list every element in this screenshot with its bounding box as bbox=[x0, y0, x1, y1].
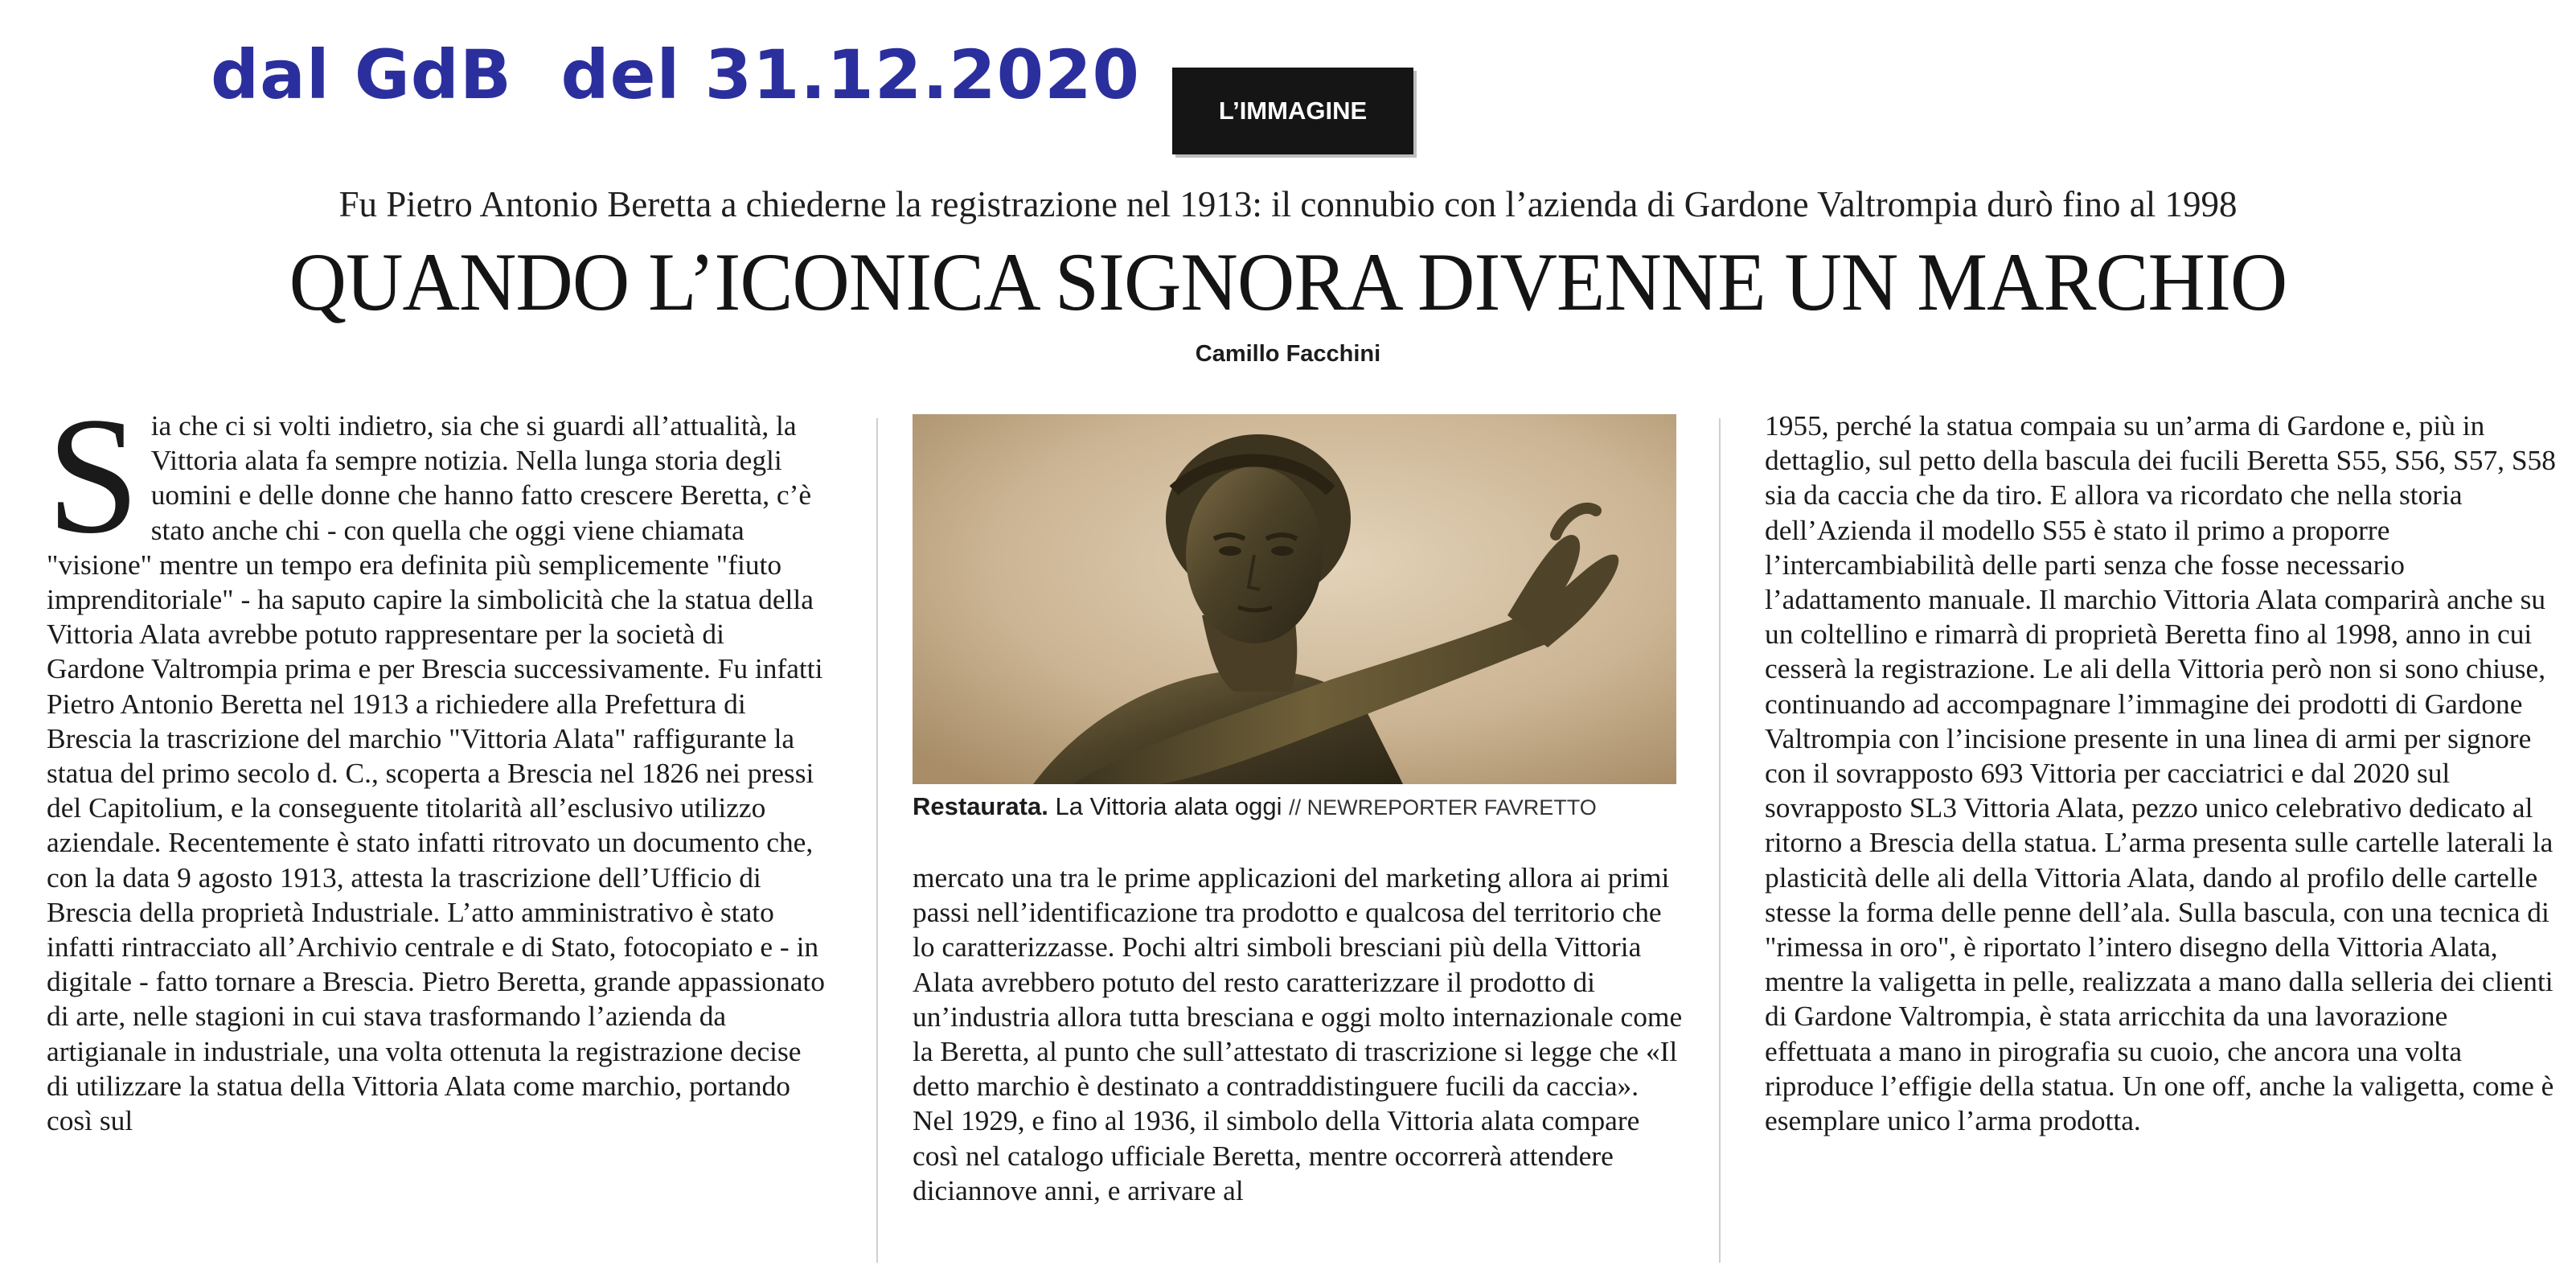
section-tag: L’IMMAGINE bbox=[1172, 68, 1413, 154]
column-1-text: ia che ci si volti indietro, sia che si guardi all’attualità, la Vittoria alata fa sempre notizia. Nella lunga storia degli uomini e delle donne che hanno fatto crescere Beretta, c’è stato anche chi - con quella che oggi viene chiamata "visione" mentre un tempo era definita più semplicemente "fiuto imprenditoriale" - ha saputo capire la simbolicità che la statua della Vittoria Alata avrebbe potuto rappresentare per la società di Gardone Valtrompia prima e per Brescia successivamente. Fu infatti Pietro Antonio Beretta nel 1913 a richiedere alla Prefettura di Brescia la trascrizione del marchio "Vittoria Alata" raffigurante la statua del primo secolo d. C., scoperta a Brescia nel 1826 nei pressi del Capitolium, e la conseguente titolarità all’esclusivo utilizzo aziendale. Recentemente è stato infatti ritrovato un documento che, con la data 9 agosto 1913, attesta la trascrizione dell’Ufficio di Brescia della proprietà Industriale. L’atto amministrativo è stato infatti rintracciato all’Archivio centrale e di Stato, fotocopiato e - in digitale - fatto tornare a Brescia. Pietro Beretta, grande appassionato di arte, nelle stagioni in cui stava trasformando l’azienda da artigianale in industriale, una volta ottenuta la registrazione decise di utilizzare la statua della Vittoria Alata come marchio, portando così sul bbox=[47, 409, 825, 1137]
article-column-3 bbox=[1765, 409, 2557, 1138]
photo-caption bbox=[913, 792, 1684, 821]
column-3-text: 1955, perché la statua compaia su un’arma di Gardone e, più in dettaglio, sul petto della bascula dei fucili Beretta S55, S56, S57, S58 sia da caccia che da tiro. E allora va ricordato che nella storia dell’Azienda il modello S55 è stato il primo a proporre l’intercambiabilità delle parti senza che fosse necessario l’adattamento manuale. Il marchio Vittoria Alata comparirà anche su un coltellino e rimarrà di proprietà Beretta fino al 1998, anno in cui cesserà la registrazione. Le ali della Vittoria però non si sono chiuse, continuando ad accompagnare l’immagine dei prodotti di Gardone Valtrompia con l’incisione presente in una linea di armi per signore con il sovrapposto 693 Vittoria per cacciatrici e dal 2020 sul sovrapposto SL3 Vittoria Alata, pezzo unico celebrativo dedicato al ritorno a Brescia della statua. L’arma presenta sulle cartelle laterali la plasticità delle ali della Vittoria Alata, dando al profilo delle cartelle stesse la forma delle penne dell’ala. Sulla bascula, con una tecnica di "rimessa in oro", è riportato l’intero disegno della Vittoria Alata, mentre la valigetta in pelle, realizzata a mano dalla selleria dei clienti di Gardone Valtrompia, è stata arricchita da una lavorazione effettuata a mano in pirografia su cuoio, che ancora una volta riproduce l’effigie della statua. Un one off, anche la valigetta, come è esemplare unico l’arma prodotta. bbox=[1765, 409, 2556, 1137]
caption-title: Restaurata. bbox=[913, 792, 1048, 820]
article-headline: QUANDO L’ICONICA SIGNORA DIVENNE UN MARCHIO bbox=[289, 236, 2287, 328]
statue-photo bbox=[913, 414, 1676, 784]
caption-text: La Vittoria alata oggi bbox=[1048, 792, 1290, 820]
column-2-text: mercato una tra le prime applicazioni del marketing allora ai primi passi nell’identificazione tra prodotto e qualcosa del territorio che lo caratterizzasse. Pochi altri simboli bresciani più della Vittoria Alata avrebbero potuto del resto caratterizzare il prodotto di un’industria allora tutta bresciana e oggi molto internazionale come la Beretta, al punto che sull’attestato di trascrizione si legge che «Il detto marchio è destinato a contraddistinguere fucili da caccia». Nel 1929, e fino al 1936, il simbolo della Vittoria alata compare così nel catalogo ufficiale Beretta, mentre occorrerà attendere diciannove anni, e arrivare al bbox=[913, 861, 1683, 1206]
caption-credit: // NEWREPORTER FAVRETTO bbox=[1289, 795, 1597, 820]
source-date-line: dal GdB del 31.12.2020 bbox=[211, 35, 1140, 114]
drop-cap: S bbox=[47, 383, 140, 568]
article-byline: Camillo Facchini bbox=[1195, 341, 1381, 367]
article-column-2 bbox=[913, 861, 1684, 1208]
article-column-1 bbox=[47, 383, 827, 1138]
column-divider bbox=[876, 418, 878, 1263]
column-divider bbox=[1719, 418, 1721, 1263]
victory-statue-image bbox=[913, 414, 1676, 784]
article-kicker: Fu Pietro Antonio Beretta a chiederne la registrazione nel 1913: il connubio con l’azienda di Gardone Valtrompia durò fino al 1998 bbox=[338, 184, 2238, 224]
